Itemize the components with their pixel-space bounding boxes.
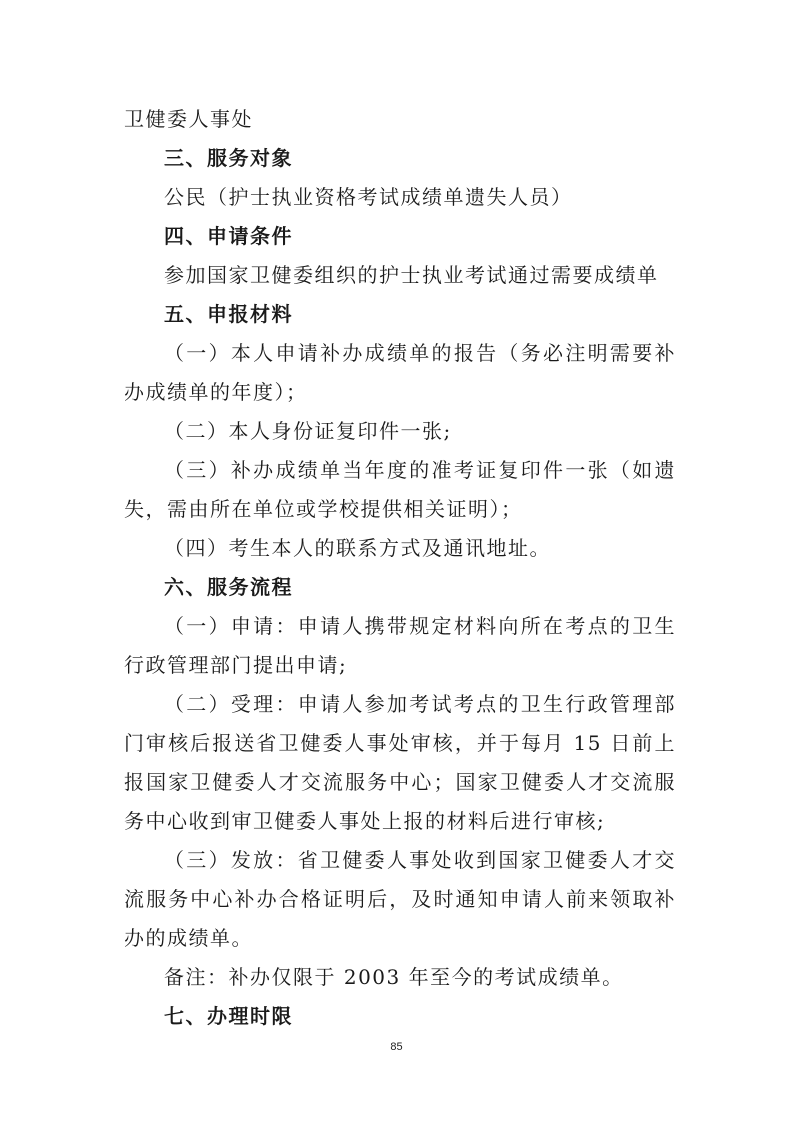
body-paragraph: 卫健委人事处 xyxy=(124,107,253,131)
list-item: （二）受理：申请人参加考试考点的卫生行政管理部门审核后报送省卫健委人事处审核，并于每月 15 日前上报国家卫健委人才交流服务中心；国家卫健委人才交流服务中心收到审卫健委人事处上报的材料后进行审核; xyxy=(124,692,676,833)
section-heading-time-limit: 七、办理时限 xyxy=(164,1004,293,1028)
section-heading-conditions: 四、申请条件 xyxy=(164,224,293,248)
section-heading-materials: 五、申报材料 xyxy=(164,302,293,326)
body-paragraph: 公民（护士执业资格考试成绩单遗失人员） xyxy=(164,185,573,209)
list-item: （三）发放：省卫健委人事处收到国家卫健委人才交流服务中心补办合格证明后，及时通知申请人前来领取补办的成绩单。 xyxy=(124,848,676,950)
list-item: （三）补办成绩单当年度的准考证复印件一张（如遗失，需由所在单位或学校提供相关证明）； xyxy=(124,458,676,521)
note-paragraph: 备注：补办仅限于 2003 年至今的考试成绩单。 xyxy=(164,965,624,989)
list-item: （四）考生本人的联系方式及通讯地址。 xyxy=(164,536,551,560)
list-item: （一）本人申请补办成绩单的报告（务必注明需要补办成绩单的年度）； xyxy=(124,341,676,404)
list-item: （二）本人身份证复印件一张; xyxy=(164,419,452,443)
body-paragraph: 参加国家卫健委组织的护士执业考试通过需要成绩单 xyxy=(164,263,659,287)
section-heading-process: 六、服务流程 xyxy=(164,575,293,599)
document-body xyxy=(124,100,676,1036)
list-item: （一）申请：申请人携带规定材料向所在考点的卫生行政管理部门提出申请; xyxy=(124,614,676,677)
page-number: 85 xyxy=(390,1041,403,1053)
section-heading-service-target: 三、服务对象 xyxy=(164,146,293,170)
